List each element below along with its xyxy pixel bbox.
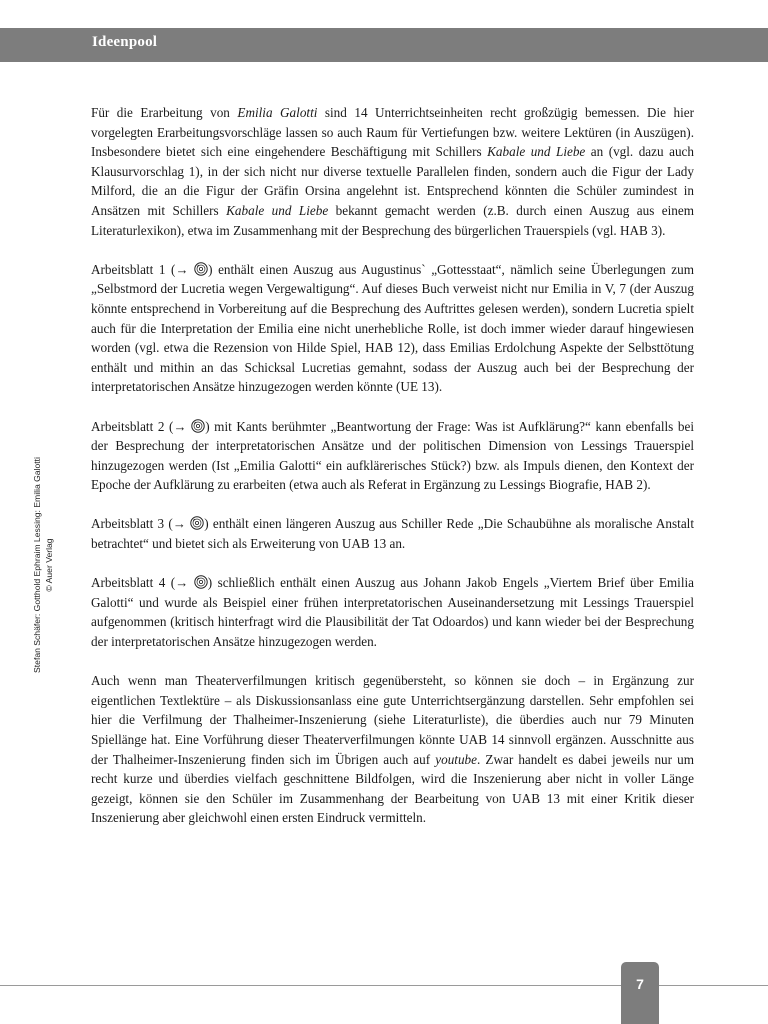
- title-emphasis: youtube: [435, 751, 477, 767]
- side-credit: [32, 440, 55, 690]
- text-run: Arbeitsblatt 3 (: [91, 516, 173, 532]
- cd-icon: [190, 516, 204, 530]
- paragraph-arbeitsblatt-3: [91, 514, 694, 553]
- text-run: Arbeitsblatt 1 (: [91, 261, 176, 277]
- paragraph-arbeitsblatt-4: [91, 573, 694, 651]
- cd-icon: [194, 575, 208, 589]
- paragraph-arbeitsblatt-2: [91, 417, 694, 495]
- text-run: Arbeitsblatt 2 (: [91, 418, 174, 434]
- text-run: ) enthält einen Auszug aus Augustinus` „Gottesstaat“, nämlich seine Überlegungen zum „Selbstmord der Lucretia wegen Vergewaltigung“. Auf dieses Buch verweist nicht nur Emilia in V, 7 (der Auszug könnte entsprechend in Vorbereitung auf die Besprechung des Auftrittes gelesen werden), sondern Lucretia spielt auch für die Interpretation der Emilia eine nicht unerhebliche Rolle, ist doch immer wieder darauf hingewiesen worden (vgl. etwa die Rezension von Hilde Spiel, HAB 12), dass Emilias Erdolchung Aspekte der Selbsttötung enthält und mithin an das Schicksal Lucretias gemahnt, sodass der Auszug auch bei der Besprechung der interpretatorischen Ansätze hinzugezogen werden könnte (UE 13).: [91, 261, 695, 395]
- arrow-icon: →: [175, 575, 189, 591]
- side-credit-author: Stefan Schäfer: Gotthold Ephraim Lessing: Emilia Galotti: [32, 457, 42, 673]
- paragraph-arbeitsblatt-1: [91, 260, 694, 397]
- text-run: Arbeitsblatt 4 (: [91, 575, 176, 591]
- arrow-icon: →: [175, 261, 189, 277]
- text-run: ) schließlich enthält einen Auszug aus Johann Jakob Engels „Viertem Brief über Emilia Galotti“ und wurde als Beispiel einer frühen interpretatorischen Auseinandersetzung mit Lessings Trauerspiel aufgenommen (kritisch hinterfragt wird die Plausibilität der Tat Odoardos) und kann wieder bei der Besprechung der interpretatorischen Ansätze hinzugezogen werden.: [91, 575, 695, 650]
- main-text: [91, 103, 694, 848]
- text-run: sind 14 Unterrichtseinheiten recht großzügig bemessen. Die hier vorgelegten Erarbeitungsvorschläge lassen so auch Raum für Vertiefungen bzw. weitere Lektüren (in Auszügen). Insbesondere bietet sich eine eingehendere Beschäftigung mit Schillers: [91, 105, 695, 160]
- text-run: ) mit Kants berühmter „Beantwortung der Frage: Was ist Aufklärung?“ kann ebenfalls bei der Besprechung der interpretatorischen Ansätze und der politischen Dimension von Lessings Trauerspiel hinzugezogen werden (Ist „Emilia Galotti“ ein aufklärerisches Stück?) bzw. als Impuls dienen, den Kontext der Epoche der Aufklärung zu erarbeiten (etwa auch als Referat in Ergänzung zu Lessings Biografie, HAB 2).: [91, 418, 694, 493]
- side-credit-publisher: © Auer Verlag: [43, 538, 54, 592]
- cd-icon: [191, 419, 205, 433]
- text-run: bekannt gemacht werden (z.B. durch einen Auszug aus einem Literaturlexikon), etwa im Zusammenhang mit der Besprechung des bürgerlichen Trauerspiels (vgl. HAB 3).: [91, 202, 694, 238]
- page-number-tab: [621, 962, 659, 1024]
- paragraph-intro: [91, 103, 694, 240]
- text-run: Für die Erarbeitung von: [91, 105, 238, 120]
- text-run: ) enthält einen längeren Auszug aus Schiller Rede „Die Schaubühne als moralische Anstalt betrachtet“ und bietet sich als Erweiterung von UAB 13 an.: [91, 516, 695, 552]
- paragraph-theaterverfilmungen: [91, 671, 694, 828]
- text-run: . Zwar handelt es dabei jeweils nur um recht kurze und überdies vielfach geschnittene Bildfolgen, wird die Inszenierung aber nicht in voller Länge gezeigt, können sie den Schüler im Zusammenhang der Bearbeitung von UAB 13 mit einer Kritik dieser Inszenierung aber gleichwohl einen ersten Eindruck vermitteln.: [91, 751, 694, 826]
- page-title: Ideenpool: [92, 34, 158, 50]
- text-run: an (vgl. dazu auch Klausurvorschlag 1), in der sich nicht nur diverse textuelle Parallelen finden, sondern auch die Figur der Lady Milford, die an die Figur der Gräfin Orsina angelehnt ist. Entsprechend könnten die Schüler zumindest in Ansätzen mit Schillers: [91, 144, 694, 218]
- arrow-icon: →: [173, 418, 187, 434]
- cd-icon: [194, 262, 208, 276]
- header-bar: [0, 28, 768, 62]
- title-emphasis: Kabale und Liebe: [487, 144, 586, 160]
- title-emphasis: Kabale und Liebe: [226, 202, 329, 218]
- page-number: 7: [636, 976, 644, 992]
- title-emphasis: Emilia Galotti: [237, 105, 318, 120]
- text-run: Auch wenn man Theaterverfilmungen kritisch gegenübersteht, so können sie doch – in Ergänzung zur eigentlichen Textlektüre – als Diskussionsanlass eine gute Unterrichtsergänzung darstellen. Sehr empfohlen sei hier die Verfilmung der Thalheimer-Inszenierung (siehe Literaturliste), die überdies auch nur 79 Minuten Spiellänge hat. Eine Vorführung dieser Theaterverfilmungen könnte UAB 14 sinnvoll ergänzen. Ausschnitte aus der Thalheimer-Inszenierung finden sich im Übrigen auch auf: [91, 673, 694, 767]
- arrow-icon: →: [172, 516, 186, 532]
